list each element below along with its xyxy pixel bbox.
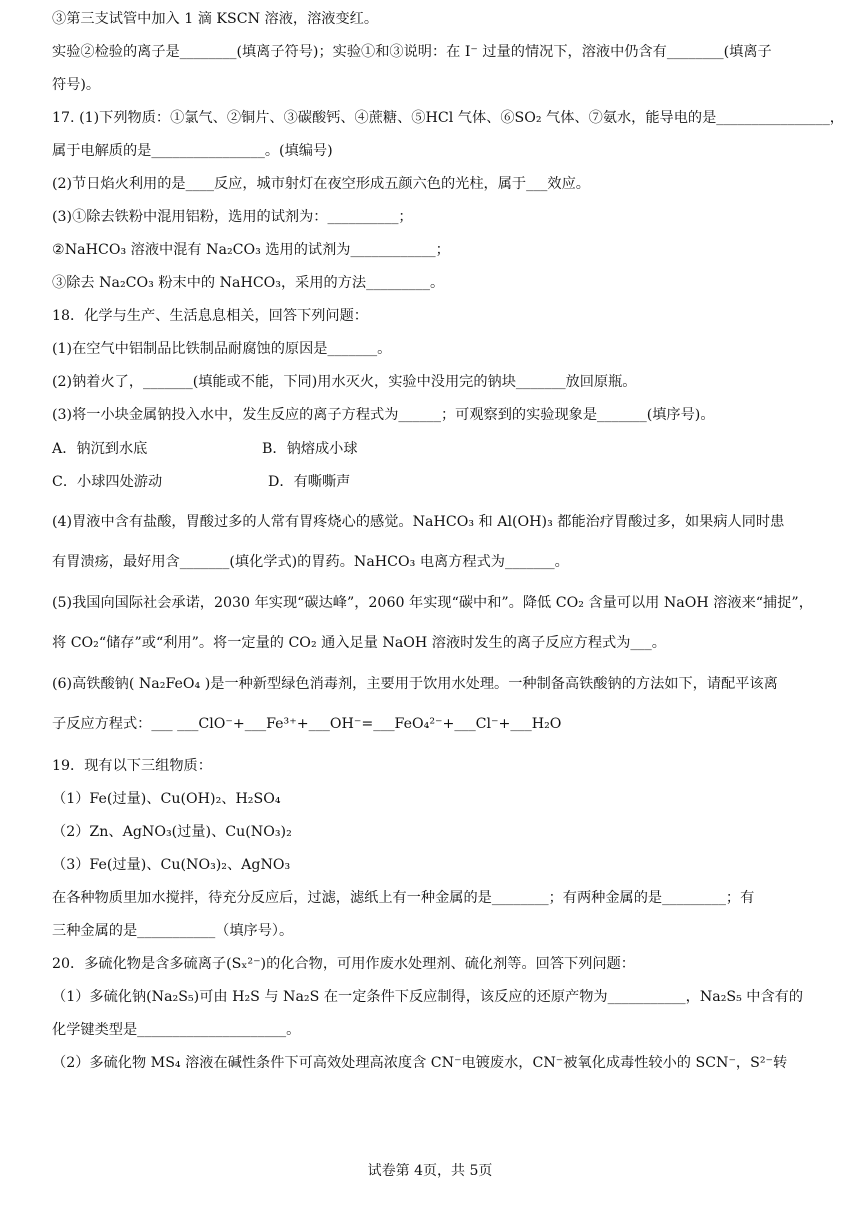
text-line: (5)我国向国际社会承诺，2030 年实现“碳达峰”，2060 年实现“碳中和”。降低 CO₂ 含量可以用 NaOH 溶液来“捕捉”， [52,595,813,611]
text-line: 符号)。 [52,77,101,93]
text-line: ③第三支试管中加入 1 滴 KSCN 溶液，溶液变红。 [52,11,379,27]
choice-option: A．钠沉到水底 [52,441,148,457]
choice-option: D．有嘶嘶声 [268,474,351,490]
text-line: （2）多硫化物 MS₄ 溶液在碱性条件下可高效处理高浓度含 CN⁻电镀废水，CN⁻被氧化成毒性较小的 SCN⁻，S²⁻转 [52,1055,788,1071]
text-line: (3)将一小块金属钠投入水中，发生反应的离子方程式为______；可观察到的实验现象是_______(填序号)。 [52,407,715,423]
text-line: (1)在空气中铝制品比铁制品耐腐蚀的原因是_______。 [52,341,392,357]
text-line: （1）多硫化钠(Na₂S₅)可由 H₂S 与 Na₂S 在一定条件下反应制得，该反应的还原产物为___________，Na₂S₅ 中含有的 [52,989,804,1005]
text-line: （1）Fe(过量)、Cu(OH)₂、H₂SO₄ [52,791,281,807]
text-line: (2)节日焰火利用的是____反应，城市射灯在夜空形成五颜六色的光柱，属于___效应。 [52,176,590,192]
text-line: 20．多硫化物是含多硫离子(Sₓ²⁻)的化合物，可用作废水处理剂、硫化剂等。回答下列问题： [52,956,635,972]
text-line: 属于电解质的是________________。(填编号) [52,143,333,159]
text-line: 19．现有以下三组物质： [52,758,212,774]
text-line: 17. (1)下列物质：①氯气、②铜片、③碳酸钙、④蔗糖、⑤HCl 气体、⑥SO₂ 气体、⑦氨水，能导电的是________________， [52,110,844,126]
text-line: (2)钠着火了，_______(填能或不能，下同)用水灭火，实验中没用完的钠块_______放回原瓶。 [52,374,637,390]
text-line: (4)胃液中含有盐酸，胃酸过多的人常有胃疼烧心的感觉。NaHCO₃ 和 Al(OH)₃ 都能治疗胃酸过多，如果病人同时患 [52,514,785,530]
text-line: (6)高铁酸钠( Na₂FeO₄ )是一种新型绿色消毒剂，主要用于饮用水处理。一种制备高铁酸钠的方法如下，请配平该离 [52,676,778,692]
text-line: 将 CO₂“储存”或“利用”。将一定量的 CO₂ 通入足量 NaOH 溶液时发生的离子反应方程式为___。 [52,635,666,651]
text-line: 在各种物质里加水搅拌，待充分反应后，过滤，滤纸上有一种金属的是________；有两种金属的是_________；有 [52,890,755,906]
text-line: 子反应方程式：___ ___ClO⁻+___Fe³⁺+___OH⁻=___FeO₄²⁻+___Cl⁻+___H₂O [52,716,562,732]
text-line: 三种金属的是___________（填序号）。 [52,923,294,939]
text-line: 化学键类型是_____________________。 [52,1022,301,1038]
text-line: ②NaHCO₃ 溶液中混有 Na₂CO₃ 选用的试剂为____________； [52,242,450,258]
text-line: （3）Fe(过量)、Cu(NO₃)₂、AgNO₃ [52,857,291,873]
choice-option: C．小球四处游动 [52,474,163,490]
text-line: ③除去 Na₂CO₃ 粉末中的 NaHCO₃，采用的方法_________。 [52,275,445,291]
text-line: 实验②检验的离子是________(填离子符号)；实验①和③说明：在 I⁻ 过量的情况下，溶液中仍含有________(填离子 [52,44,772,60]
text-line: 18．化学与生产、生活息息相关，回答下列问题： [52,308,368,324]
text-line: （2）Zn、AgNO₃(过量)、Cu(NO₃)₂ [52,824,292,840]
text-line: 有胃溃疡，最好用含_______(填化学式)的胃药。NaHCO₃ 电离方程式为_______。 [52,554,569,570]
page-footer: 试卷第 4页，共 5页 [367,1163,493,1179]
text-line: (3)①除去铁粉中混用铝粉，选用的试剂为：__________； [52,209,413,225]
choice-option: B．钠熔成小球 [262,441,358,457]
